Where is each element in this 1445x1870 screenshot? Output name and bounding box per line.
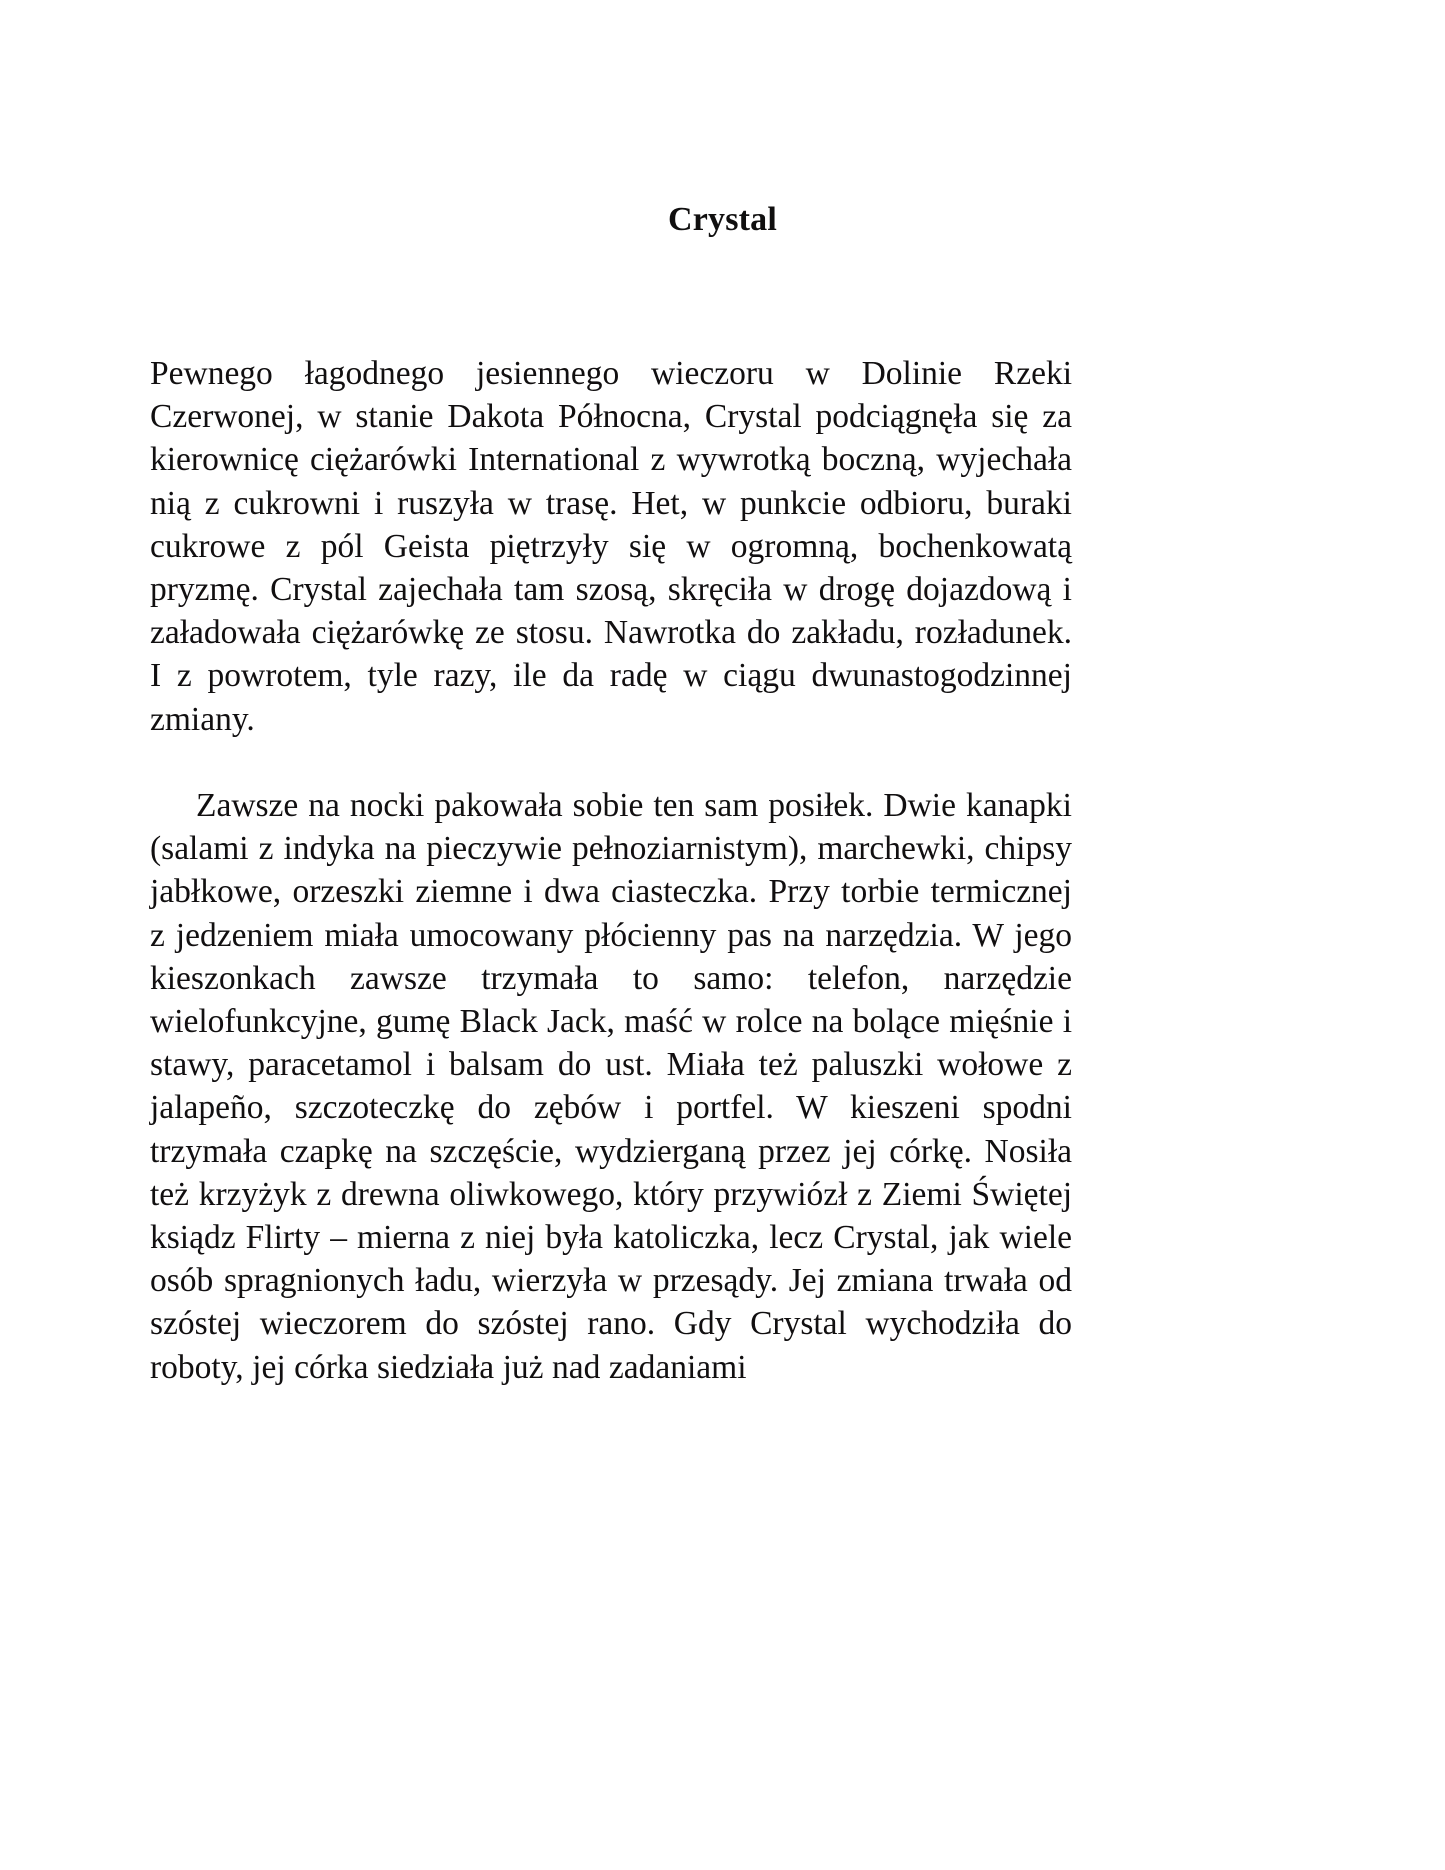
body-text-column [150,352,1072,1389]
paragraph-1: Pewnego łagodnego jesiennego wieczoru w Dolinie Rzeki Czerwonej, w stanie Dakota Północna, Crystal podciągnęła się za kierownicę ciężarówki International z wywrotką boczną, wyjechała nią z cukrowni i ruszyła w trasę. Het, w punkcie odbioru, buraki cukrowe z pól Geista piętrzyły się w ogromną, bochenkowatą pryzmę. Crystal zajechała tam szosą, skręciła w drogę dojazdową i załadowała ciężarówkę ze stosu. Nawrotka do zakładu, rozładunek. I z powrotem, tyle razy, ile da radę w ciągu dwunastogodzinnej zmiany. [150,355,1072,738]
paragraph-2: Zawsze na nocki pakowała sobie ten sam posiłek. Dwie kanapki (salami z indyka na pieczywie pełnoziarnistym), marchewki, chipsy jabłkowe, orzeszki ziemne i dwa ciasteczka. Przy torbie termicznej z jedzeniem miała umocowany płócienny pas na narzędzia. W jego kieszonkach zawsze trzymała to samo: telefon, narzędzie wielofunkcyjne, gumę Black Jack, maść w rolce na bolące mięśnie i stawy, paracetamol i balsam do ust. Miała też paluszki wołowe z jalapeño, szczoteczkę do zębów i portfel. W kieszeni spodni trzymała czapkę na szczęście, wydzierganą przez jej córkę. Nosiła też krzyżyk z drewna oliwkowego, który przywiózł z Ziemi Świętej ksiądz Flirty – mierna z niej była katoliczka, lecz Crystal, jak wiele osób spragnionych ładu, wierzyła w przesądy. Jej zmiana trwała od szóstej wieczorem do szóstej rano. Gdy Crystal wychodziła do roboty, jej córka siedziała już nad zadaniami [150,787,1072,1386]
page-title: Crystal [667,200,778,238]
